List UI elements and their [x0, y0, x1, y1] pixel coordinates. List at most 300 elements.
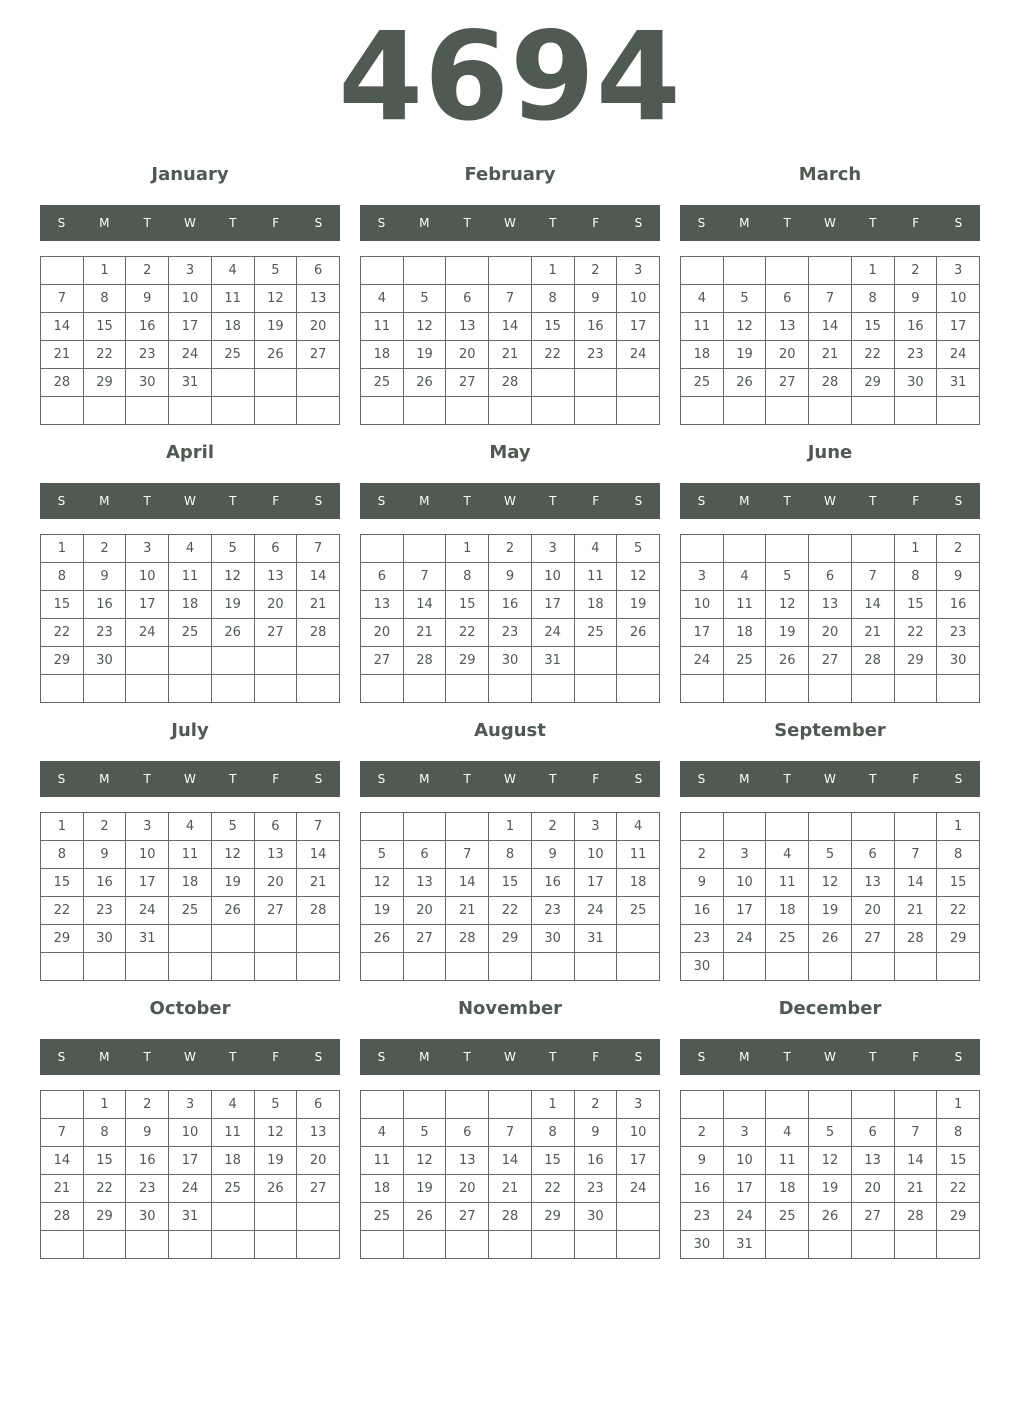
empty-day-cell: [723, 257, 766, 285]
day-cell: 21: [489, 341, 532, 369]
day-cell: 31: [574, 925, 617, 953]
empty-day-cell: [894, 675, 937, 703]
weekday-label: S: [697, 1050, 706, 1064]
day-cell: 26: [211, 619, 254, 647]
day-cell: 1: [83, 257, 126, 285]
empty-day-cell: [574, 369, 617, 397]
empty-day-cell: [681, 397, 724, 425]
day-cell: 11: [361, 1147, 404, 1175]
empty-day-cell: [809, 953, 852, 981]
weekday-header-bar: [40, 483, 340, 519]
day-cell: 20: [361, 619, 404, 647]
day-cell: 21: [41, 1175, 84, 1203]
day-cell: 5: [254, 257, 297, 285]
weekday-label: S: [634, 494, 643, 508]
empty-day-cell: [446, 675, 489, 703]
weekday-label: T: [229, 216, 237, 230]
weekday-label: S: [697, 772, 706, 786]
day-cell: 3: [169, 1091, 212, 1119]
empty-day-cell: [937, 675, 980, 703]
weekday-label: T: [463, 216, 471, 230]
day-cell: 16: [681, 897, 724, 925]
week-row: [681, 1231, 980, 1259]
day-cell: 29: [489, 925, 532, 953]
day-cell: 6: [809, 563, 852, 591]
day-cell: 27: [851, 925, 894, 953]
empty-day-cell: [851, 1091, 894, 1119]
day-cell: 4: [723, 563, 766, 591]
week-row: [361, 341, 660, 369]
day-cell: 8: [937, 1119, 980, 1147]
day-cell: 6: [254, 813, 297, 841]
day-cell: 19: [211, 591, 254, 619]
weekday-label: W: [504, 494, 516, 508]
day-cell: 13: [851, 869, 894, 897]
empty-day-cell: [766, 953, 809, 981]
weekday-label: T: [783, 772, 791, 786]
weekday-label: F: [592, 216, 600, 230]
day-grid: [360, 534, 660, 703]
day-cell: 14: [489, 1147, 532, 1175]
day-cell: 8: [41, 563, 84, 591]
day-cell: 3: [169, 257, 212, 285]
weekday-label: T: [549, 1050, 557, 1064]
day-cell: 12: [403, 313, 446, 341]
empty-day-cell: [169, 925, 212, 953]
day-cell: 25: [617, 897, 660, 925]
day-cell: 30: [489, 647, 532, 675]
day-cell: 4: [211, 1091, 254, 1119]
week-row: [41, 619, 340, 647]
empty-day-cell: [361, 675, 404, 703]
week-row: [41, 563, 340, 591]
weekday-label: T: [869, 1050, 877, 1064]
week-row: [41, 647, 340, 675]
empty-day-cell: [574, 1231, 617, 1259]
week-row: [361, 1203, 660, 1231]
day-cell: 10: [126, 841, 169, 869]
day-grid: [40, 1090, 340, 1259]
day-cell: 4: [766, 1119, 809, 1147]
empty-day-cell: [617, 925, 660, 953]
weekday-label: F: [912, 494, 920, 508]
empty-day-cell: [809, 1231, 852, 1259]
week-row: [41, 841, 340, 869]
day-cell: 8: [83, 1119, 126, 1147]
day-cell: 12: [211, 563, 254, 591]
weekday-header-bar: [360, 483, 660, 519]
day-cell: 25: [574, 619, 617, 647]
weekday-label: T: [783, 216, 791, 230]
day-cell: 4: [766, 841, 809, 869]
empty-day-cell: [937, 953, 980, 981]
day-cell: 11: [766, 1147, 809, 1175]
day-cell: 22: [489, 897, 532, 925]
day-cell: 26: [211, 897, 254, 925]
weekday-label: S: [377, 494, 386, 508]
day-cell: 29: [851, 369, 894, 397]
week-row: [681, 647, 980, 675]
day-cell: 8: [894, 563, 937, 591]
weekday-label: S: [954, 494, 963, 508]
weekday-label: T: [143, 1050, 151, 1064]
day-cell: 11: [617, 841, 660, 869]
day-cell: 20: [446, 1175, 489, 1203]
week-row: [681, 813, 980, 841]
day-cell: 22: [851, 341, 894, 369]
day-cell: 12: [211, 841, 254, 869]
day-grid: [40, 256, 340, 425]
day-cell: 14: [446, 869, 489, 897]
day-cell: 24: [723, 1203, 766, 1231]
empty-day-cell: [169, 397, 212, 425]
weekday-label: S: [634, 772, 643, 786]
day-cell: 27: [297, 341, 340, 369]
day-cell: 7: [894, 841, 937, 869]
day-cell: 10: [126, 563, 169, 591]
empty-day-cell: [211, 397, 254, 425]
day-cell: 10: [617, 1119, 660, 1147]
day-cell: 5: [809, 841, 852, 869]
day-grid: [360, 812, 660, 981]
day-cell: 14: [403, 591, 446, 619]
day-cell: 7: [297, 535, 340, 563]
empty-day-cell: [766, 535, 809, 563]
day-cell: 11: [169, 841, 212, 869]
week-row: [41, 341, 340, 369]
day-cell: 9: [574, 1119, 617, 1147]
empty-day-cell: [617, 1203, 660, 1231]
weekday-header-bar: [40, 205, 340, 241]
day-cell: 2: [937, 535, 980, 563]
empty-day-cell: [723, 535, 766, 563]
empty-day-cell: [723, 397, 766, 425]
day-cell: 10: [169, 285, 212, 313]
week-row: [681, 285, 980, 313]
day-cell: 30: [83, 925, 126, 953]
day-cell: 4: [617, 813, 660, 841]
day-cell: 23: [83, 619, 126, 647]
day-cell: 3: [723, 1119, 766, 1147]
empty-day-cell: [254, 647, 297, 675]
day-cell: 16: [937, 591, 980, 619]
day-cell: 24: [574, 897, 617, 925]
empty-day-cell: [211, 925, 254, 953]
empty-day-cell: [297, 397, 340, 425]
day-cell: 4: [361, 1119, 404, 1147]
day-grid: [40, 812, 340, 981]
day-cell: 16: [489, 591, 532, 619]
day-cell: 13: [254, 841, 297, 869]
empty-day-cell: [851, 535, 894, 563]
week-row: [361, 591, 660, 619]
week-row: [681, 535, 980, 563]
day-cell: 6: [403, 841, 446, 869]
day-cell: 12: [617, 563, 660, 591]
day-grid: [360, 256, 660, 425]
month-name: October: [149, 998, 231, 1019]
month-march: [680, 160, 980, 424]
empty-day-cell: [766, 675, 809, 703]
day-cell: 29: [41, 647, 84, 675]
day-cell: 14: [489, 313, 532, 341]
empty-day-cell: [41, 397, 84, 425]
weekday-label: W: [504, 1050, 516, 1064]
day-cell: 20: [254, 591, 297, 619]
day-cell: 31: [169, 1203, 212, 1231]
day-cell: 9: [126, 285, 169, 313]
day-cell: 1: [531, 257, 574, 285]
empty-day-cell: [211, 953, 254, 981]
week-row: [361, 1231, 660, 1259]
weekday-label: T: [783, 494, 791, 508]
day-cell: 6: [446, 285, 489, 313]
weekday-label: S: [57, 494, 66, 508]
day-cell: 15: [83, 313, 126, 341]
week-row: [41, 313, 340, 341]
day-cell: 5: [723, 285, 766, 313]
empty-day-cell: [403, 953, 446, 981]
day-cell: 18: [211, 1147, 254, 1175]
day-cell: 1: [937, 813, 980, 841]
day-cell: 7: [894, 1119, 937, 1147]
day-cell: 20: [851, 1175, 894, 1203]
week-row: [681, 563, 980, 591]
day-cell: 27: [254, 619, 297, 647]
day-cell: 13: [446, 313, 489, 341]
empty-day-cell: [211, 369, 254, 397]
day-cell: 5: [211, 813, 254, 841]
day-cell: 9: [894, 285, 937, 313]
day-cell: 14: [41, 1147, 84, 1175]
day-cell: 19: [403, 341, 446, 369]
empty-day-cell: [531, 953, 574, 981]
day-cell: 14: [297, 563, 340, 591]
day-cell: 9: [681, 1147, 724, 1175]
day-cell: 3: [681, 563, 724, 591]
day-cell: 18: [723, 619, 766, 647]
day-cell: 3: [617, 1091, 660, 1119]
month-name: September: [774, 720, 886, 741]
empty-day-cell: [446, 397, 489, 425]
day-cell: 28: [894, 925, 937, 953]
empty-day-cell: [681, 1091, 724, 1119]
day-cell: 3: [531, 535, 574, 563]
day-cell: 30: [126, 369, 169, 397]
weekday-label: T: [229, 494, 237, 508]
day-cell: 13: [297, 1119, 340, 1147]
day-cell: 8: [41, 841, 84, 869]
weekday-label: W: [184, 1050, 196, 1064]
day-grid: [680, 256, 980, 425]
day-cell: 26: [723, 369, 766, 397]
week-row: [361, 397, 660, 425]
month-name: April: [165, 442, 215, 463]
day-cell: 2: [894, 257, 937, 285]
week-row: [41, 925, 340, 953]
day-cell: 21: [297, 869, 340, 897]
day-cell: 22: [937, 1175, 980, 1203]
day-cell: 13: [361, 591, 404, 619]
day-cell: 3: [126, 535, 169, 563]
month-may: [360, 438, 660, 702]
day-cell: 1: [531, 1091, 574, 1119]
day-cell: 16: [83, 869, 126, 897]
month-name: August: [474, 720, 546, 741]
day-cell: 19: [254, 1147, 297, 1175]
day-cell: 26: [254, 341, 297, 369]
week-row: [361, 285, 660, 313]
weekday-label: T: [143, 494, 151, 508]
day-cell: 9: [489, 563, 532, 591]
day-cell: 17: [126, 591, 169, 619]
empty-day-cell: [297, 647, 340, 675]
day-cell: 23: [937, 619, 980, 647]
empty-day-cell: [254, 675, 297, 703]
day-cell: 30: [681, 1231, 724, 1259]
day-cell: 28: [403, 647, 446, 675]
day-cell: 24: [169, 1175, 212, 1203]
day-cell: 16: [531, 869, 574, 897]
day-cell: 22: [41, 619, 84, 647]
day-cell: 13: [254, 563, 297, 591]
week-row: [361, 1119, 660, 1147]
weekday-label: M: [99, 216, 110, 230]
empty-day-cell: [617, 675, 660, 703]
empty-day-cell: [531, 369, 574, 397]
day-cell: 17: [169, 1147, 212, 1175]
day-cell: 15: [531, 313, 574, 341]
day-cell: 26: [617, 619, 660, 647]
day-cell: 8: [489, 841, 532, 869]
weekday-label: S: [314, 1050, 323, 1064]
day-cell: 11: [766, 869, 809, 897]
day-cell: 30: [531, 925, 574, 953]
empty-day-cell: [254, 1203, 297, 1231]
day-cell: 21: [403, 619, 446, 647]
empty-day-cell: [894, 953, 937, 981]
weekday-label: S: [314, 494, 323, 508]
day-cell: 25: [681, 369, 724, 397]
day-cell: 5: [403, 1119, 446, 1147]
week-row: [681, 897, 980, 925]
day-cell: 25: [361, 369, 404, 397]
day-cell: 11: [574, 563, 617, 591]
day-cell: 16: [126, 313, 169, 341]
day-cell: 5: [211, 535, 254, 563]
day-cell: 7: [41, 1119, 84, 1147]
day-cell: 7: [489, 285, 532, 313]
empty-day-cell: [894, 1091, 937, 1119]
week-row: [41, 257, 340, 285]
day-cell: 17: [169, 313, 212, 341]
day-cell: 25: [766, 925, 809, 953]
day-cell: 17: [531, 591, 574, 619]
month-name: February: [464, 164, 556, 185]
day-cell: 3: [126, 813, 169, 841]
day-cell: 19: [809, 897, 852, 925]
day-cell: 27: [254, 897, 297, 925]
empty-day-cell: [254, 953, 297, 981]
weekday-header-bar: [360, 761, 660, 797]
day-cell: 4: [681, 285, 724, 313]
day-cell: 10: [169, 1119, 212, 1147]
day-cell: 2: [126, 1091, 169, 1119]
weekday-label: S: [57, 1050, 66, 1064]
weekday-label: S: [634, 216, 643, 230]
day-cell: 1: [83, 1091, 126, 1119]
week-row: [41, 1203, 340, 1231]
week-row: [41, 1231, 340, 1259]
weekday-label: T: [229, 772, 237, 786]
day-cell: 5: [361, 841, 404, 869]
day-cell: 25: [169, 619, 212, 647]
day-cell: 22: [531, 341, 574, 369]
day-cell: 22: [531, 1175, 574, 1203]
empty-day-cell: [894, 1231, 937, 1259]
day-cell: 1: [489, 813, 532, 841]
week-row: [361, 535, 660, 563]
weekday-header-bar: [680, 1039, 980, 1075]
day-cell: 7: [809, 285, 852, 313]
day-cell: 28: [489, 369, 532, 397]
day-cell: 23: [531, 897, 574, 925]
day-cell: 5: [617, 535, 660, 563]
day-cell: 27: [766, 369, 809, 397]
day-cell: 21: [851, 619, 894, 647]
empty-day-cell: [41, 1231, 84, 1259]
weekday-label: W: [184, 772, 196, 786]
day-cell: 10: [723, 1147, 766, 1175]
day-cell: 30: [574, 1203, 617, 1231]
week-row: [41, 1147, 340, 1175]
day-cell: 30: [681, 953, 724, 981]
empty-day-cell: [894, 813, 937, 841]
month-january: [40, 160, 340, 424]
empty-day-cell: [937, 397, 980, 425]
day-cell: 18: [617, 869, 660, 897]
day-cell: 23: [126, 341, 169, 369]
week-row: [41, 535, 340, 563]
week-row: [41, 813, 340, 841]
week-row: [681, 1147, 980, 1175]
day-cell: 28: [809, 369, 852, 397]
month-name: May: [489, 442, 531, 463]
day-cell: 8: [937, 841, 980, 869]
day-cell: 14: [297, 841, 340, 869]
day-cell: 9: [126, 1119, 169, 1147]
day-cell: 6: [254, 535, 297, 563]
day-cell: 29: [937, 925, 980, 953]
day-cell: 25: [211, 1175, 254, 1203]
empty-day-cell: [574, 953, 617, 981]
day-grid: [680, 534, 980, 703]
day-cell: 27: [809, 647, 852, 675]
weekday-label: S: [314, 772, 323, 786]
day-cell: 4: [361, 285, 404, 313]
day-cell: 23: [83, 897, 126, 925]
day-cell: 5: [766, 563, 809, 591]
week-row: [361, 897, 660, 925]
day-cell: 14: [894, 869, 937, 897]
empty-day-cell: [41, 953, 84, 981]
empty-day-cell: [403, 1231, 446, 1259]
day-cell: 24: [617, 341, 660, 369]
empty-day-cell: [361, 535, 404, 563]
day-cell: 18: [169, 591, 212, 619]
week-row: [361, 1091, 660, 1119]
day-cell: 16: [894, 313, 937, 341]
